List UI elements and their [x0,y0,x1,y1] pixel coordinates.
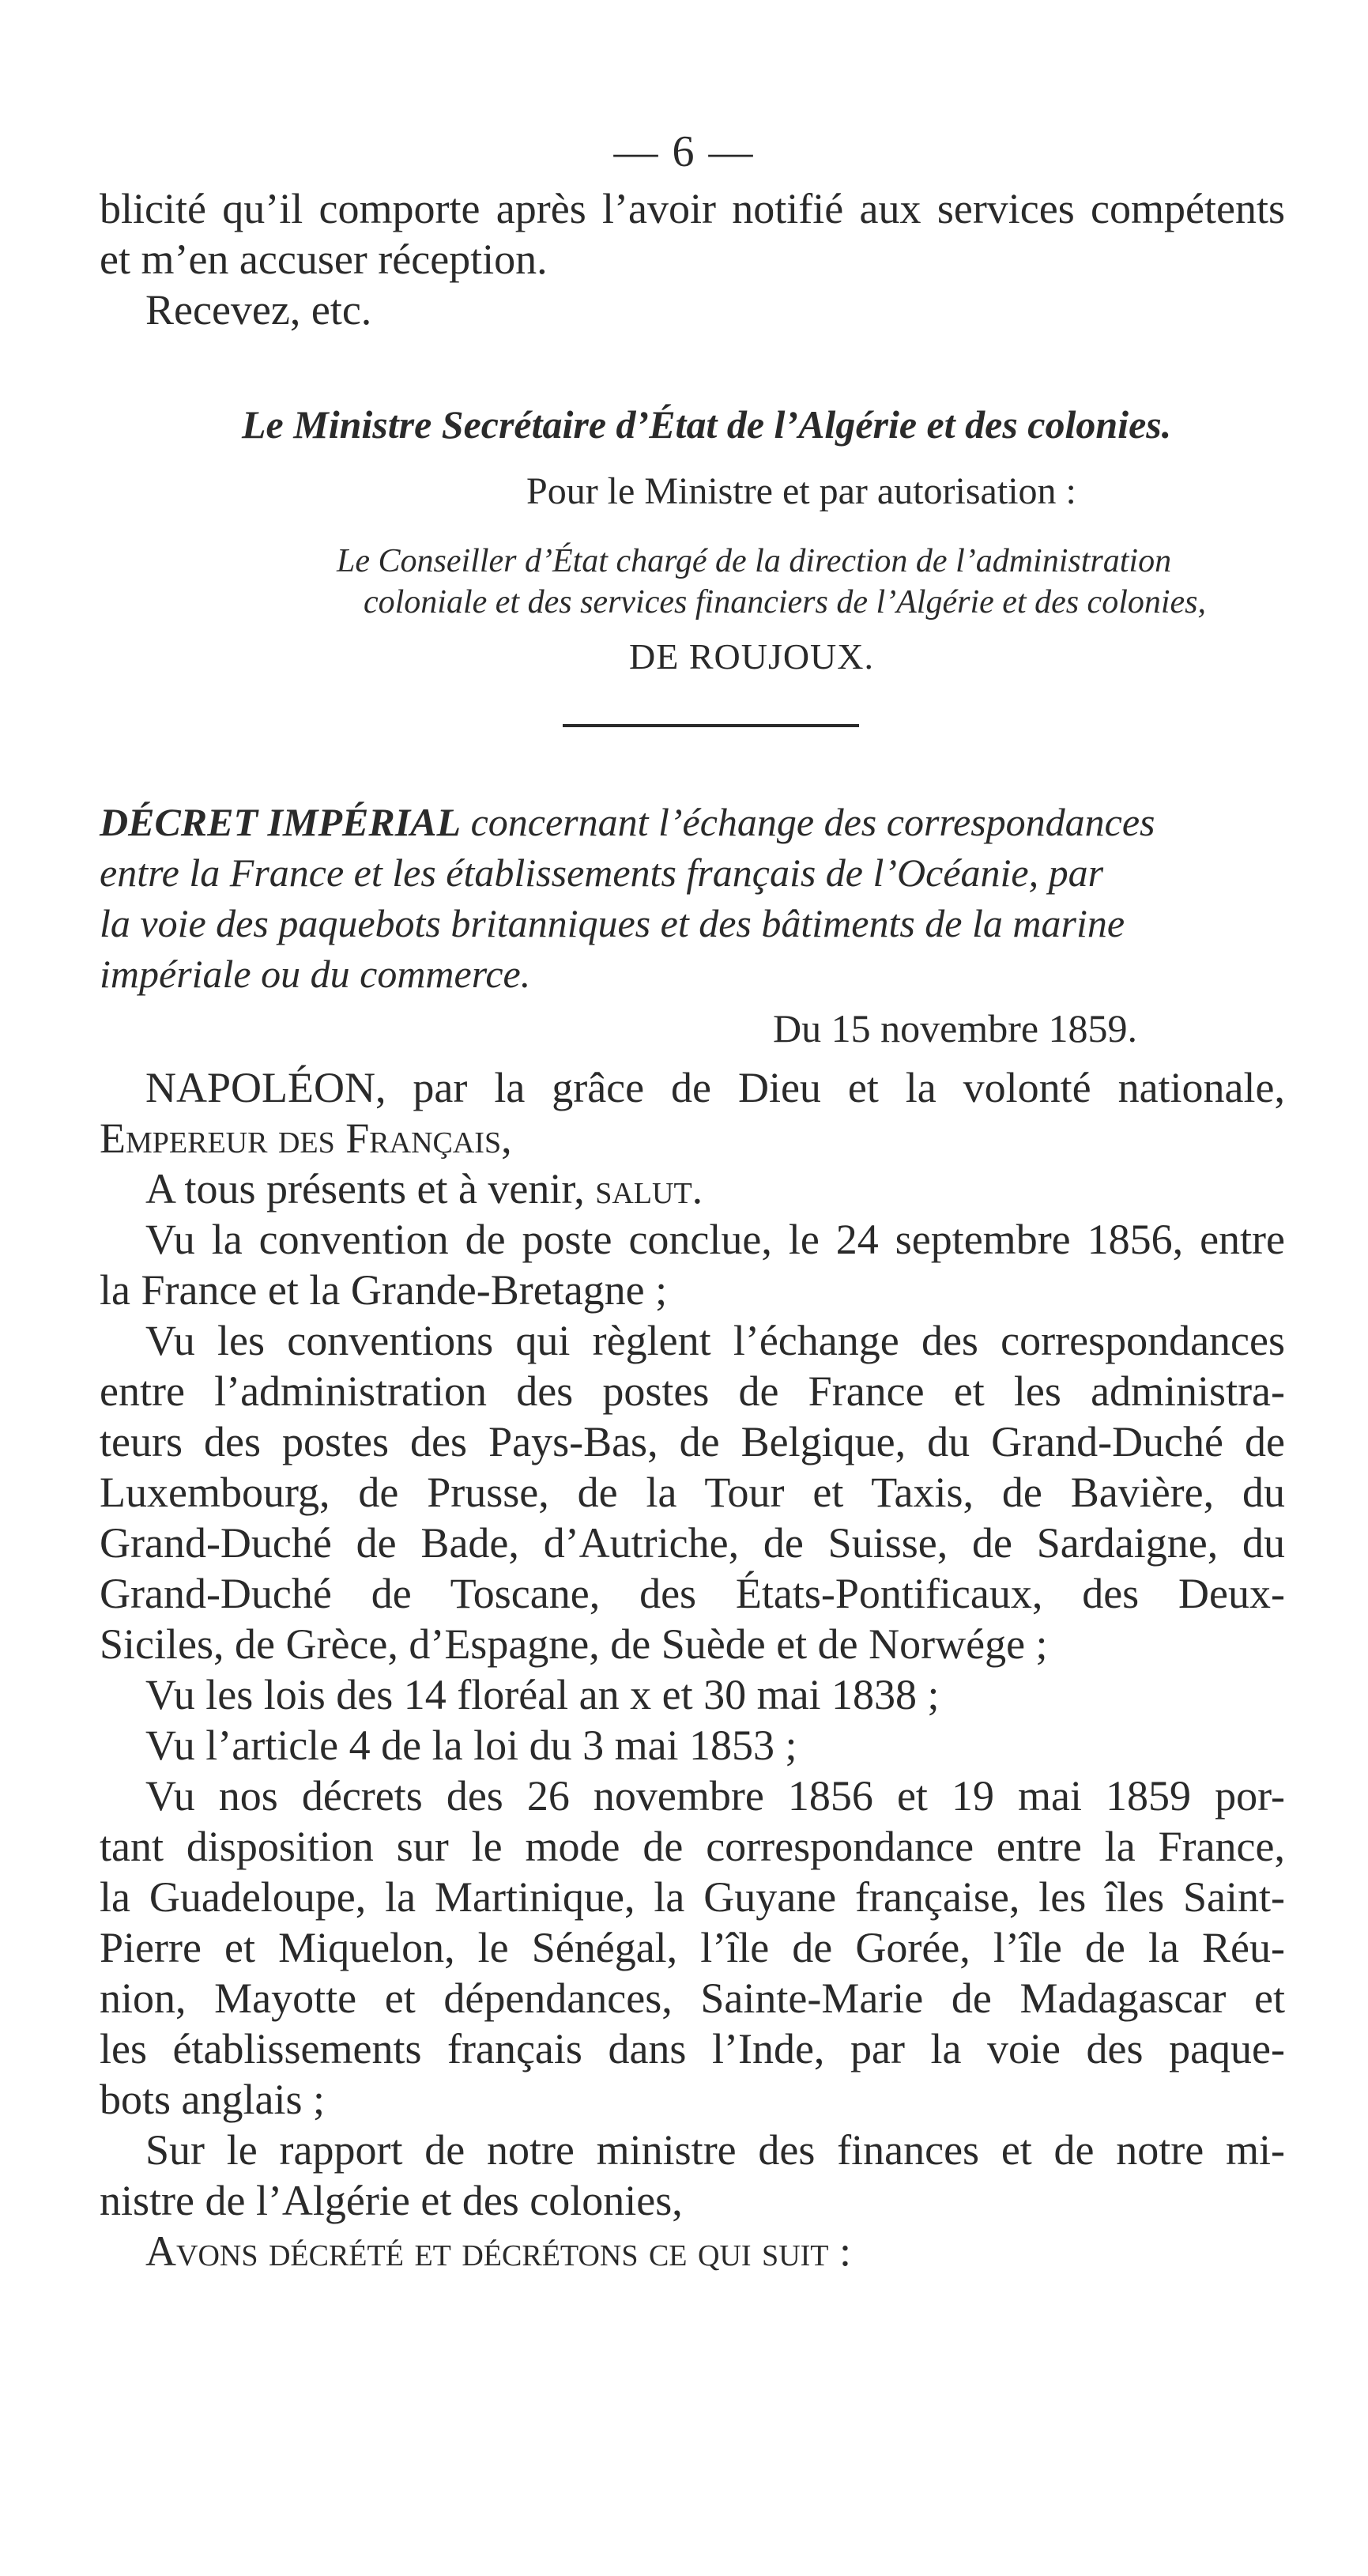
signature-for-minister: Pour le Ministre et par autorisation : [526,470,1076,512]
body-line: nion, Mayotte et dépendances, Sainte-Marie de Madagascar et [100,1974,1285,2022]
body-line: Grand-Duché de Toscane, des États-Pontificaux, des Deux- [100,1570,1285,1617]
body-line: nistre de l’Algérie et des colonies, [100,2177,683,2224]
body-line: Vu les conventions qui règlent l’échange des correspondances [145,1317,1285,1364]
body-line: bots anglais ; [100,2076,325,2123]
body-line: Vu l’article 4 de la loi du 3 mai 1853 ; [145,1722,797,1769]
decree-title-line-3: la voie des paquebots britanniques et des bâtiments de la marine [100,901,1125,945]
body-line: Sur le rapport de notre ministre des finances et de notre mi- [145,2126,1285,2174]
body-line: Luxembourg, de Prusse, de la Tour et Taxis, de Bavière, du [100,1469,1285,1516]
intro-line-2: et m’en accuser réception. [100,236,548,283]
body-line: NAPOLÉON, par la grâce de Dieu et la volonté nationale, [145,1064,1285,1111]
salutation-salut: salut. [595,1165,703,1213]
decree-title-heading: DÉCRET IMPÉRIAL [100,800,462,844]
decree-title-line-2: entre la France et les établissements français de l’Océanie, par [100,850,1104,895]
intro-closing: Recevez, etc. [145,286,372,334]
signature-name: DE ROUJOUX. [629,636,874,677]
body-line: Empereur des Français, [100,1115,512,1162]
body-line: Avons décrété et décrétons ce qui suit : [145,2227,852,2275]
decree-title-line-4: impériale ou du commerce. [100,952,531,996]
signature-counselor-line-1: Le Conseiller d’État chargé de la direction de l’administration [337,543,1172,579]
body-line: entre l’administration des postes de France et les administra- [100,1367,1285,1415]
body-line: Pierre et Miquelon, le Sénégal, l’île de Gorée, l’île de la Réu- [100,1924,1285,1971]
body-line: teurs des postes des Pays-Bas, de Belgique, du Grand-Duché de [100,1418,1285,1465]
page-number: — 6 — [613,127,755,176]
body-line: la Guadeloupe, la Martinique, la Guyane française, les îles Saint- [100,1873,1285,1921]
decree-title-line-1-rest: concernant l’échange des correspondances [461,800,1155,844]
body-line: Vu les lois des 14 floréal an x et 30 mai 1838 ; [145,1671,940,1718]
decree-date: Du 15 novembre 1859. [773,1006,1138,1050]
body-line: Vu nos décrets des 26 novembre 1856 et 19 mai 1859 por- [145,1772,1285,1820]
body-line: Grand-Duché de Bade, d’Autriche, de Suisse, de Sardaigne, du [100,1519,1285,1567]
body-line: Siciles, de Grèce, d’Espagne, de Suède et de Norwége ; [100,1620,1048,1668]
body-line: tant disposition sur le mode de correspondance entre la France, [100,1823,1285,1870]
decree-title-line-1 [100,797,1155,847]
signature-counselor-line-2: coloniale et des services financiers de l’Algérie et des colonies, [364,584,1207,620]
body-line: Vu la convention de poste conclue, le 24 septembre 1856, entre [145,1216,1285,1263]
salutation-text: A tous présents et à venir, [145,1165,596,1213]
intro-line-1: blicité qu’il comporte après l’avoir notifié aux services compétents [100,185,1285,232]
body-line [145,1164,703,1214]
signature-minister: Le Ministre Secrétaire d’État de l’Algérie et des colonies. [242,402,1172,447]
body-line: les établissements français dans l’Inde, par la voie des paque- [100,2025,1285,2072]
section-divider [563,724,859,727]
body-line: la France et la Grande-Bretagne ; [100,1266,668,1314]
